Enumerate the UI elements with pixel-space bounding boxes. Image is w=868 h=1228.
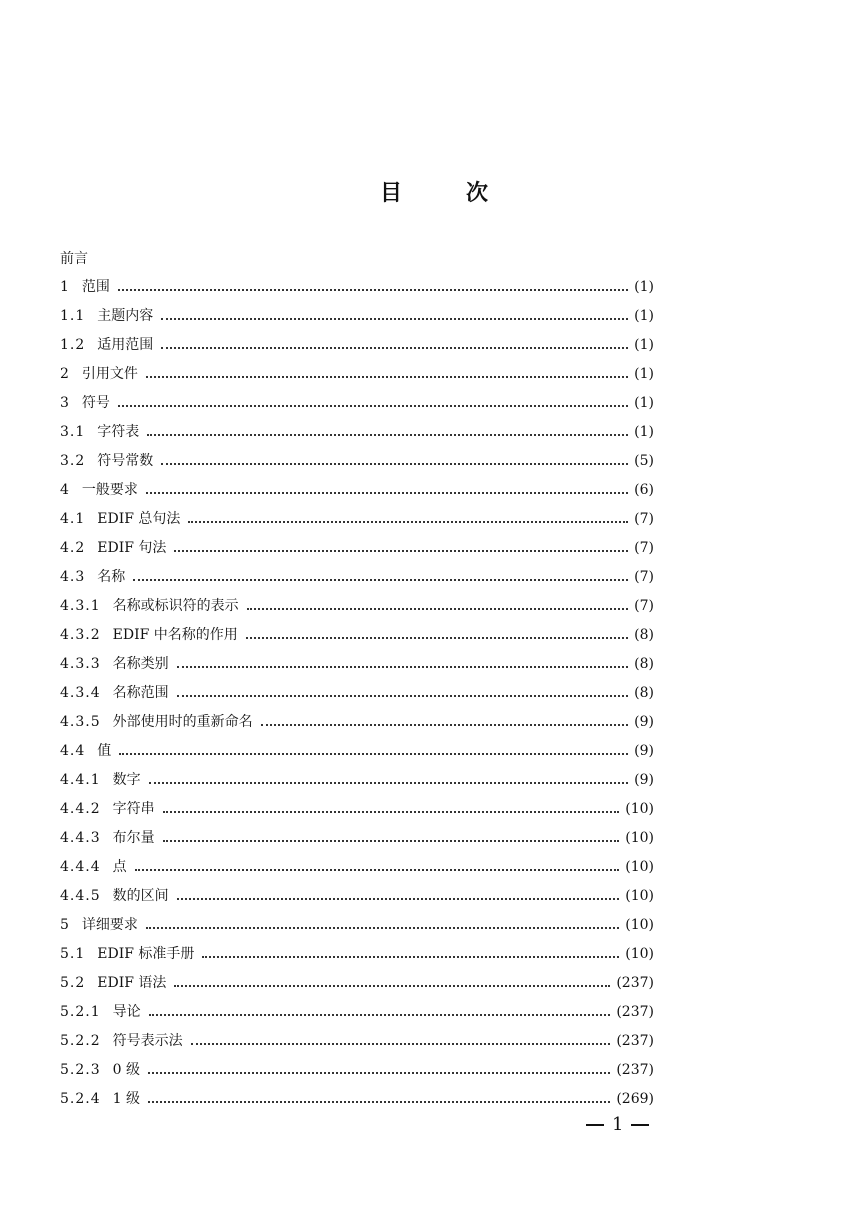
toc-entry	[60, 595, 654, 624]
toc-entry-label: 布尔量	[112, 830, 155, 846]
toc-entry-label: 外部使用时的重新命名	[112, 714, 253, 730]
toc-entry-label: 数字	[112, 772, 141, 788]
toc-entry-page: (7)	[634, 598, 654, 614]
toc-entry-number: 5	[60, 917, 70, 933]
toc-entry-page: (237)	[616, 1062, 654, 1078]
toc-entry	[60, 276, 654, 305]
toc-entry-page: (1)	[634, 279, 654, 295]
toc-entry	[60, 450, 654, 479]
toc-entry-page: (1)	[634, 395, 654, 411]
toc-entry-number: 4.3.2	[60, 627, 101, 643]
toc-entry	[60, 914, 654, 943]
page-title	[0, 176, 868, 207]
toc-entry	[60, 566, 654, 595]
toc-entry-number: 4.3.5	[60, 714, 101, 730]
table-of-contents	[60, 276, 654, 1117]
toc-entry-page: (237)	[616, 1033, 654, 1049]
page-number-dash-right	[631, 1124, 649, 1126]
toc-leader-dots	[246, 636, 628, 639]
toc-entry-page: (6)	[634, 482, 654, 498]
toc-entry	[60, 392, 654, 421]
toc-entry	[60, 653, 654, 682]
toc-entry-label: 一般要求	[81, 482, 138, 498]
toc-entry-page: (1)	[634, 308, 654, 324]
toc-entry-number: 3	[60, 395, 70, 411]
toc-entry-page: (7)	[634, 540, 654, 556]
toc-leader-dots	[177, 897, 620, 900]
toc-leader-dots	[149, 781, 629, 784]
toc-entry	[60, 479, 654, 508]
toc-entry-page: (9)	[634, 772, 654, 788]
toc-entry-label: EDIF 中名称的作用	[112, 627, 238, 643]
toc-entry-page: (9)	[634, 743, 654, 759]
toc-entry-label: 点	[112, 859, 127, 875]
toc-entry	[60, 421, 654, 450]
toc-leader-dots	[161, 317, 628, 320]
toc-entry	[60, 305, 654, 334]
toc-entry-number: 4.3.3	[60, 656, 101, 672]
toc-entry	[60, 972, 654, 1001]
toc-entry-number: 5.1	[60, 946, 86, 962]
toc-entry-label: 0 级	[112, 1062, 140, 1078]
toc-entry-page: (237)	[616, 1004, 654, 1020]
toc-entry-label: 范围	[81, 279, 110, 295]
toc-entry-label: 名称	[97, 569, 126, 585]
toc-leader-dots	[161, 346, 628, 349]
toc-entry-page: (8)	[634, 685, 654, 701]
toc-entry-label: 符号	[81, 395, 110, 411]
toc-leader-dots	[163, 810, 620, 813]
toc-entry-label: 名称类别	[112, 656, 169, 672]
toc-leader-dots	[135, 868, 620, 871]
toc-entry-page: (7)	[634, 511, 654, 527]
page-number-value: 1	[612, 1114, 624, 1135]
toc-entry-label: 导论	[112, 1004, 141, 1020]
toc-leader-dots	[163, 839, 620, 842]
toc-leader-dots	[174, 984, 610, 987]
toc-entry-number: 5.2	[60, 975, 86, 991]
toc-leader-dots	[119, 752, 628, 755]
toc-leader-dots	[148, 1071, 610, 1074]
toc-entry-label: 1 级	[112, 1091, 140, 1107]
toc-entry-label: EDIF 语法	[97, 975, 167, 991]
toc-entry-number: 4.1	[60, 511, 86, 527]
toc-entry-page: (269)	[616, 1091, 654, 1107]
toc-entry-number: 4.2	[60, 540, 86, 556]
toc-leader-dots	[133, 578, 628, 581]
toc-entry	[60, 1030, 654, 1059]
toc-entry-number: 5.2.4	[60, 1091, 101, 1107]
toc-entry-label: 名称或标识符的表示	[112, 598, 239, 614]
toc-entry	[60, 1001, 654, 1030]
toc-entry-number: 4.4	[60, 743, 86, 759]
toc-leader-dots	[146, 926, 619, 929]
toc-entry-number: 1	[60, 279, 70, 295]
toc-entry	[60, 711, 654, 740]
toc-entry	[60, 769, 654, 798]
toc-entry-page: (10)	[625, 917, 654, 933]
toc-leader-dots	[261, 723, 629, 726]
toc-entry-page: (10)	[625, 946, 654, 962]
toc-entry-label: 数的区间	[112, 888, 169, 904]
toc-entry-number: 5.2.1	[60, 1004, 101, 1020]
page-number	[578, 1114, 657, 1135]
toc-entry-number: 4.3.4	[60, 685, 101, 701]
toc-leader-dots	[177, 665, 629, 668]
toc-entry-page: (9)	[634, 714, 654, 730]
toc-entry	[60, 856, 654, 885]
toc-entry-label: 引用文件	[81, 366, 138, 382]
toc-entry-page: (5)	[634, 453, 654, 469]
toc-entry	[60, 885, 654, 914]
toc-entry	[60, 1088, 654, 1117]
toc-entry-number: 3.1	[60, 424, 86, 440]
toc-entry	[60, 334, 654, 363]
toc-entry	[60, 508, 654, 537]
toc-entry-number: 1.2	[60, 337, 86, 353]
toc-leader-dots	[247, 607, 629, 610]
toc-entry-label: 值	[97, 743, 112, 759]
toc-entry-page: (7)	[634, 569, 654, 585]
toc-leader-dots	[147, 433, 628, 436]
toc-leader-dots	[148, 1100, 610, 1103]
toc-entry	[60, 943, 654, 972]
toc-entry-number: 4	[60, 482, 70, 498]
toc-entry-page: (237)	[616, 975, 654, 991]
toc-entry-number: 4.4.1	[60, 772, 101, 788]
toc-entry-page: (8)	[634, 656, 654, 672]
toc-entry	[60, 624, 654, 653]
toc-entry-label: 详细要求	[81, 917, 138, 933]
toc-entry-number: 4.3	[60, 569, 86, 585]
toc-entry-label: EDIF 标准手册	[97, 946, 195, 962]
toc-entry	[60, 537, 654, 566]
toc-leader-dots	[177, 694, 629, 697]
toc-leader-dots	[174, 549, 628, 552]
toc-leader-dots	[146, 491, 628, 494]
toc-entry-label: 名称范围	[112, 685, 169, 701]
toc-entry-number: 4.3.1	[60, 598, 101, 614]
toc-entry-label: 适用范围	[97, 337, 154, 353]
toc-entry	[60, 363, 654, 392]
toc-entry-number: 5.2.3	[60, 1062, 101, 1078]
toc-entry-number: 1.1	[60, 308, 86, 324]
toc-entry-page: (10)	[625, 801, 654, 817]
toc-entry-page: (10)	[625, 830, 654, 846]
toc-leader-dots	[188, 520, 628, 523]
toc-entry-label: 符号常数	[97, 453, 154, 469]
toc-entry	[60, 682, 654, 711]
toc-entry-page: (10)	[625, 888, 654, 904]
toc-entry	[60, 1059, 654, 1088]
toc-entry-number: 4.4.5	[60, 888, 101, 904]
toc-leader-dots	[191, 1042, 611, 1045]
toc-leader-dots	[161, 462, 628, 465]
toc-entry-label: EDIF 总句法	[97, 511, 181, 527]
toc-leader-dots	[118, 404, 628, 407]
toc-entry	[60, 740, 654, 769]
toc-entry-number: 3.2	[60, 453, 86, 469]
toc-entry-page: (8)	[634, 627, 654, 643]
toc-entry-label: 字符表	[97, 424, 140, 440]
toc-leader-dots	[149, 1013, 611, 1016]
toc-entry-number: 4.4.3	[60, 830, 101, 846]
title-char-2: 次	[466, 181, 489, 206]
toc-entry-page: (1)	[634, 424, 654, 440]
toc-entry-page: (1)	[634, 366, 654, 382]
toc-entry	[60, 827, 654, 856]
toc-entry-label: 主题内容	[97, 308, 154, 324]
toc-entry-label: 字符串	[112, 801, 155, 817]
toc-entry-number: 4.4.4	[60, 859, 101, 875]
page-number-dash-left	[586, 1124, 604, 1126]
toc-entry-number: 2	[60, 366, 70, 382]
toc-leader-dots	[146, 375, 628, 378]
toc-entry	[60, 798, 654, 827]
toc-entry-page: (10)	[625, 859, 654, 875]
toc-entry-page: (1)	[634, 337, 654, 353]
toc-leader-dots	[118, 288, 628, 291]
toc-entry-number: 5.2.2	[60, 1033, 101, 1049]
toc-entry-label: 符号表示法	[112, 1033, 183, 1049]
preface-heading: 前言	[60, 251, 88, 267]
toc-leader-dots	[202, 955, 619, 958]
title-char-1: 目	[379, 181, 402, 206]
toc-entry-label: EDIF 句法	[97, 540, 167, 556]
toc-entry-number: 4.4.2	[60, 801, 101, 817]
